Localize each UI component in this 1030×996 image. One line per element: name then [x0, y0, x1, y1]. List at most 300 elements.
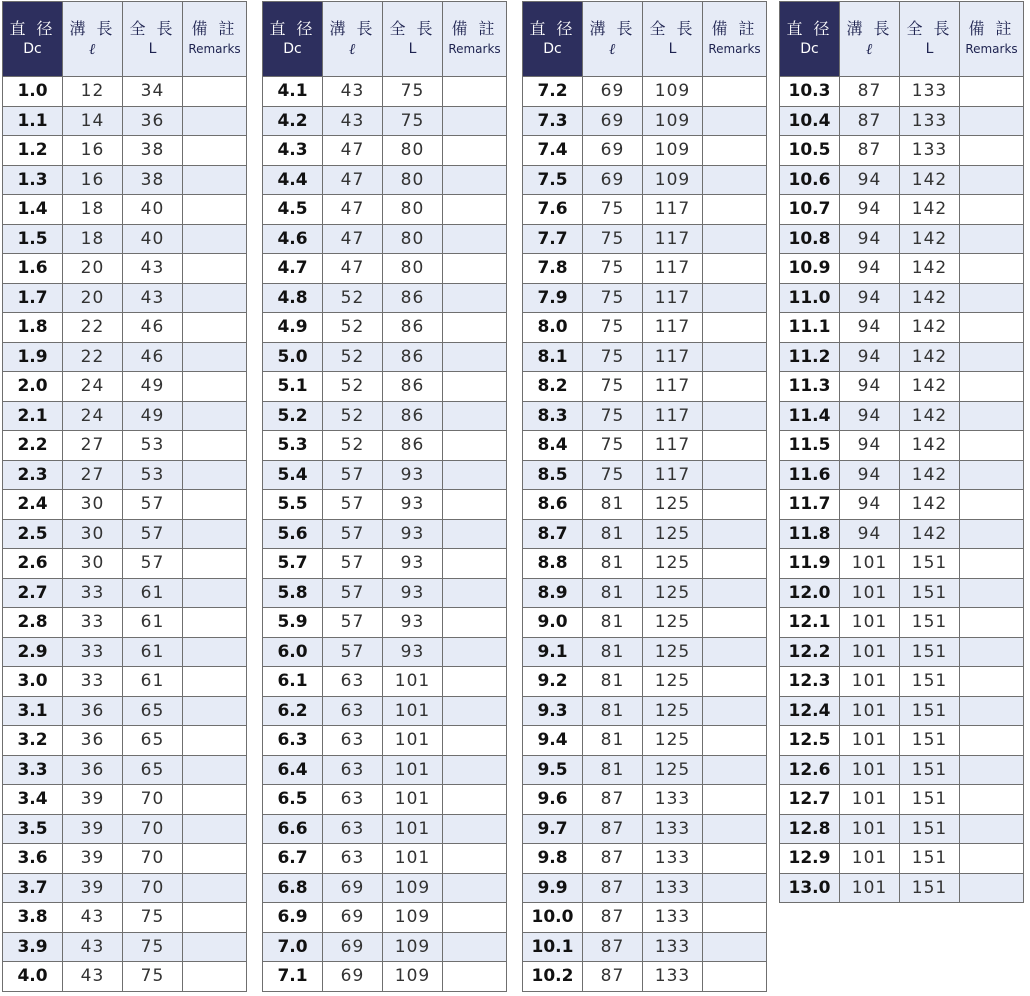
- overall-length-cell: 101: [383, 667, 443, 697]
- overall-length-cell: 109: [643, 106, 703, 136]
- table-row: [780, 785, 1024, 815]
- overall-length-cell: 86: [383, 372, 443, 402]
- flute-length-cell: 101: [840, 755, 900, 785]
- flute-length-cell: 57: [323, 519, 383, 549]
- overall-length-cell: 34: [123, 77, 183, 107]
- diameter-cell: 12.7: [780, 785, 840, 815]
- remarks-cell: [960, 844, 1024, 874]
- table-row: [3, 490, 247, 520]
- table-row: [3, 254, 247, 284]
- table-row: [780, 401, 1024, 431]
- overall-length-cell: 109: [383, 962, 443, 992]
- diameter-cell: 13.0: [780, 873, 840, 903]
- remarks-cell: [443, 283, 507, 313]
- table-row: [263, 785, 507, 815]
- remarks-cell: [703, 726, 767, 756]
- diameter-cell: 4.4: [263, 165, 323, 195]
- overall-length-cell: 86: [383, 342, 443, 372]
- flute-length-cell: 69: [583, 77, 643, 107]
- overall-length-cell: 61: [123, 667, 183, 697]
- flute-length-cell: 43: [63, 962, 123, 992]
- overall-length-cell: 109: [643, 77, 703, 107]
- table-row: [780, 254, 1024, 284]
- remarks-cell: [703, 549, 767, 579]
- diameter-cell: 1.1: [3, 106, 63, 136]
- overall-length-cell: 133: [900, 136, 960, 166]
- remarks-cell: [443, 254, 507, 284]
- remarks-cell: [443, 903, 507, 933]
- table-row: [780, 490, 1024, 520]
- flute-length-cell: 69: [583, 136, 643, 166]
- diameter-cell: 11.6: [780, 460, 840, 490]
- flute-length-cell: 43: [323, 77, 383, 107]
- flute-length-cell: 39: [63, 785, 123, 815]
- diameter-cell: 5.7: [263, 549, 323, 579]
- table-row: [263, 873, 507, 903]
- remarks-cell: [443, 490, 507, 520]
- remarks-cell: [960, 283, 1024, 313]
- flute-length-cell: 75: [583, 372, 643, 402]
- overall-length-cell: 125: [643, 726, 703, 756]
- diameter-cell: 9.7: [523, 814, 583, 844]
- header-diameter: [3, 2, 63, 77]
- diameter-cell: 7.0: [263, 932, 323, 962]
- table-row: [263, 401, 507, 431]
- flute-length-cell: 30: [63, 519, 123, 549]
- overall-length-cell: 133: [643, 932, 703, 962]
- diameter-cell: 4.3: [263, 136, 323, 166]
- header-overall-length-en: L: [408, 41, 417, 57]
- diameter-cell: 11.9: [780, 549, 840, 579]
- diameter-cell: 12.8: [780, 814, 840, 844]
- flute-length-cell: 52: [323, 401, 383, 431]
- table-row: [523, 283, 767, 313]
- overall-length-cell: 151: [900, 873, 960, 903]
- table-row: [3, 549, 247, 579]
- table-row: [263, 136, 507, 166]
- table-row: [3, 932, 247, 962]
- table-row: [523, 77, 767, 107]
- flute-length-cell: 22: [63, 342, 123, 372]
- overall-length-cell: 133: [643, 814, 703, 844]
- diameter-cell: 12.2: [780, 637, 840, 667]
- table-row: [523, 460, 767, 490]
- diameter-cell: 6.4: [263, 755, 323, 785]
- flute-length-cell: 63: [323, 785, 383, 815]
- diameter-cell: 8.9: [523, 578, 583, 608]
- flute-length-cell: 101: [840, 814, 900, 844]
- remarks-cell: [443, 77, 507, 107]
- remarks-cell: [960, 401, 1024, 431]
- table-row: [523, 755, 767, 785]
- flute-length-cell: 101: [840, 608, 900, 638]
- diameter-cell: 10.3: [780, 77, 840, 107]
- diameter-cell: 4.0: [3, 962, 63, 992]
- table-row: [780, 313, 1024, 343]
- diameter-cell: 8.0: [523, 313, 583, 343]
- overall-length-cell: 125: [643, 667, 703, 697]
- size-table-4: [779, 1, 1024, 903]
- table-row: [263, 195, 507, 225]
- overall-length-cell: 101: [383, 785, 443, 815]
- diameter-cell: 8.4: [523, 431, 583, 461]
- diameter-cell: 2.3: [3, 460, 63, 490]
- diameter-cell: 1.5: [3, 224, 63, 254]
- table-row: [3, 283, 247, 313]
- diameter-cell: 8.5: [523, 460, 583, 490]
- remarks-cell: [960, 195, 1024, 225]
- remarks-cell: [703, 667, 767, 697]
- overall-length-cell: 93: [383, 519, 443, 549]
- remarks-cell: [960, 254, 1024, 284]
- flute-length-cell: 33: [63, 608, 123, 638]
- flute-length-cell: 101: [840, 637, 900, 667]
- flute-length-cell: 63: [323, 726, 383, 756]
- header-flute-length-jp: 溝 長: [846, 19, 893, 38]
- overall-length-cell: 151: [900, 696, 960, 726]
- diameter-cell: 4.1: [263, 77, 323, 107]
- header-remarks-jp: 備 註: [451, 19, 498, 38]
- table-row: [523, 608, 767, 638]
- overall-length-cell: 93: [383, 608, 443, 638]
- diameter-cell: 4.8: [263, 283, 323, 313]
- table-row: [3, 519, 247, 549]
- diameter-cell: 9.3: [523, 696, 583, 726]
- flute-length-cell: 94: [840, 372, 900, 402]
- flute-length-cell: 36: [63, 755, 123, 785]
- header-overall-length-jp: 全 長: [129, 19, 176, 38]
- table-row: [263, 608, 507, 638]
- overall-length-cell: 142: [900, 460, 960, 490]
- table-row: [523, 962, 767, 992]
- table-row: [263, 932, 507, 962]
- remarks-cell: [703, 814, 767, 844]
- table-row: [523, 106, 767, 136]
- remarks-cell: [183, 903, 247, 933]
- remarks-cell: [703, 165, 767, 195]
- table-row: [263, 667, 507, 697]
- diameter-cell: 3.7: [3, 873, 63, 903]
- flute-length-cell: 69: [323, 873, 383, 903]
- flute-length-cell: 94: [840, 254, 900, 284]
- diameter-cell: 2.5: [3, 519, 63, 549]
- remarks-cell: [960, 490, 1024, 520]
- table-row: [780, 578, 1024, 608]
- table-row: [523, 165, 767, 195]
- flute-length-cell: 16: [63, 136, 123, 166]
- diameter-cell: 1.4: [3, 195, 63, 225]
- overall-length-cell: 117: [643, 283, 703, 313]
- table-row: [780, 814, 1024, 844]
- header-flute-length-en: ℓ: [609, 40, 616, 58]
- overall-length-cell: 133: [643, 873, 703, 903]
- diameter-cell: 10.0: [523, 903, 583, 933]
- size-table-3: [522, 1, 767, 992]
- diameter-cell: 5.3: [263, 431, 323, 461]
- remarks-cell: [183, 460, 247, 490]
- diameter-cell: 3.8: [3, 903, 63, 933]
- flute-length-cell: 52: [323, 283, 383, 313]
- flute-length-cell: 75: [583, 224, 643, 254]
- remarks-cell: [183, 106, 247, 136]
- table-row: [523, 844, 767, 874]
- remarks-cell: [183, 77, 247, 107]
- overall-length-cell: 125: [643, 519, 703, 549]
- header-overall-length-jp: 全 長: [389, 19, 436, 38]
- flute-length-cell: 22: [63, 313, 123, 343]
- overall-length-cell: 151: [900, 549, 960, 579]
- remarks-cell: [183, 755, 247, 785]
- table-row: [780, 136, 1024, 166]
- overall-length-cell: 151: [900, 726, 960, 756]
- diameter-cell: 6.1: [263, 667, 323, 697]
- header-diameter-jp: 直 径: [9, 19, 56, 38]
- table-row: [263, 490, 507, 520]
- diameter-cell: 8.6: [523, 490, 583, 520]
- flute-length-cell: 63: [323, 844, 383, 874]
- diameter-cell: 2.7: [3, 578, 63, 608]
- overall-length-cell: 109: [643, 165, 703, 195]
- table-row: [523, 136, 767, 166]
- overall-length-cell: 125: [643, 755, 703, 785]
- remarks-cell: [183, 519, 247, 549]
- flute-length-cell: 43: [63, 903, 123, 933]
- overall-length-cell: 109: [383, 903, 443, 933]
- overall-length-cell: 109: [643, 136, 703, 166]
- remarks-cell: [960, 785, 1024, 815]
- diameter-cell: 12.3: [780, 667, 840, 697]
- table-row: [780, 431, 1024, 461]
- table-row: [3, 873, 247, 903]
- diameter-cell: 10.8: [780, 224, 840, 254]
- flute-length-cell: 75: [583, 254, 643, 284]
- remarks-cell: [703, 372, 767, 402]
- table-row: [263, 77, 507, 107]
- diameter-cell: 11.5: [780, 431, 840, 461]
- diameter-cell: 7.3: [523, 106, 583, 136]
- flute-length-cell: 33: [63, 667, 123, 697]
- remarks-cell: [703, 195, 767, 225]
- diameter-cell: 1.9: [3, 342, 63, 372]
- remarks-cell: [183, 283, 247, 313]
- overall-length-cell: 125: [643, 578, 703, 608]
- flute-length-cell: 20: [63, 283, 123, 313]
- overall-length-cell: 46: [123, 313, 183, 343]
- flute-length-cell: 27: [63, 431, 123, 461]
- remarks-cell: [960, 755, 1024, 785]
- diameter-cell: 9.1: [523, 637, 583, 667]
- remarks-cell: [960, 637, 1024, 667]
- table-row: [780, 726, 1024, 756]
- remarks-cell: [443, 401, 507, 431]
- remarks-cell: [960, 549, 1024, 579]
- flute-length-cell: 81: [583, 637, 643, 667]
- header-overall-length-en: L: [148, 41, 157, 57]
- diameter-cell: 1.7: [3, 283, 63, 313]
- diameter-cell: 6.2: [263, 696, 323, 726]
- header-overall-length: [383, 2, 443, 77]
- header-remarks: [960, 2, 1024, 77]
- diameter-cell: 3.3: [3, 755, 63, 785]
- remarks-cell: [443, 755, 507, 785]
- overall-length-cell: 65: [123, 726, 183, 756]
- flute-length-cell: 81: [583, 755, 643, 785]
- header-overall-length: [123, 2, 183, 77]
- header-remarks-jp: 備 註: [191, 19, 238, 38]
- flute-length-cell: 18: [63, 195, 123, 225]
- remarks-cell: [703, 637, 767, 667]
- remarks-cell: [443, 696, 507, 726]
- diameter-cell: 7.5: [523, 165, 583, 195]
- flute-length-cell: 75: [583, 313, 643, 343]
- flute-length-cell: 75: [583, 283, 643, 313]
- header-overall-length-jp: 全 長: [906, 19, 953, 38]
- diameter-cell: 9.9: [523, 873, 583, 903]
- remarks-cell: [703, 254, 767, 284]
- table-row: [523, 903, 767, 933]
- diameter-cell: 4.6: [263, 224, 323, 254]
- remarks-cell: [443, 814, 507, 844]
- flute-length-cell: 94: [840, 431, 900, 461]
- remarks-cell: [183, 932, 247, 962]
- flute-length-cell: 57: [323, 460, 383, 490]
- table-row: [263, 313, 507, 343]
- flute-length-cell: 57: [323, 578, 383, 608]
- remarks-cell: [443, 519, 507, 549]
- flute-length-cell: 20: [63, 254, 123, 284]
- table-row: [3, 372, 247, 402]
- diameter-cell: 10.9: [780, 254, 840, 284]
- remarks-cell: [183, 814, 247, 844]
- flute-length-cell: 81: [583, 696, 643, 726]
- header-diameter-en: Dc: [23, 41, 42, 57]
- overall-length-cell: 86: [383, 283, 443, 313]
- header-overall-length-en: L: [925, 41, 934, 57]
- header-flute-length-en: ℓ: [349, 40, 356, 58]
- table-row: [263, 165, 507, 195]
- flute-length-cell: 63: [323, 696, 383, 726]
- flute-length-cell: 87: [840, 136, 900, 166]
- remarks-cell: [703, 903, 767, 933]
- flute-length-cell: 57: [323, 549, 383, 579]
- remarks-cell: [960, 224, 1024, 254]
- overall-length-cell: 117: [643, 224, 703, 254]
- remarks-cell: [443, 195, 507, 225]
- header-flute-length: [583, 2, 643, 77]
- overall-length-cell: 53: [123, 460, 183, 490]
- flute-length-cell: 47: [323, 136, 383, 166]
- header-diameter-en: Dc: [800, 41, 819, 57]
- overall-length-cell: 151: [900, 844, 960, 874]
- flute-length-cell: 63: [323, 667, 383, 697]
- diameter-cell: 3.6: [3, 844, 63, 874]
- diameter-cell: 5.0: [263, 342, 323, 372]
- table-row: [3, 401, 247, 431]
- remarks-cell: [703, 962, 767, 992]
- overall-length-cell: 93: [383, 549, 443, 579]
- header-flute-length: [840, 2, 900, 77]
- overall-length-cell: 40: [123, 195, 183, 225]
- table-row: [780, 283, 1024, 313]
- overall-length-cell: 57: [123, 490, 183, 520]
- table-row: [263, 283, 507, 313]
- table-row: [263, 372, 507, 402]
- overall-length-cell: 80: [383, 136, 443, 166]
- remarks-cell: [960, 165, 1024, 195]
- header-flute-length-jp: 溝 長: [69, 19, 116, 38]
- diameter-cell: 3.9: [3, 932, 63, 962]
- remarks-cell: [960, 814, 1024, 844]
- header-flute-length: [63, 2, 123, 77]
- table-row: [263, 903, 507, 933]
- diameter-cell: 12.1: [780, 608, 840, 638]
- remarks-cell: [183, 431, 247, 461]
- overall-length-cell: 133: [643, 903, 703, 933]
- diameter-cell: 1.3: [3, 165, 63, 195]
- remarks-cell: [183, 726, 247, 756]
- table-row: [263, 342, 507, 372]
- diameter-cell: 3.5: [3, 814, 63, 844]
- diameter-cell: 3.1: [3, 696, 63, 726]
- flute-length-cell: 75: [583, 195, 643, 225]
- overall-length-cell: 75: [383, 106, 443, 136]
- diameter-cell: 8.8: [523, 549, 583, 579]
- overall-length-cell: 65: [123, 755, 183, 785]
- remarks-cell: [703, 844, 767, 874]
- overall-length-cell: 142: [900, 283, 960, 313]
- remarks-cell: [443, 785, 507, 815]
- table-row: [523, 785, 767, 815]
- table-row: [3, 903, 247, 933]
- size-table-1: [2, 1, 247, 992]
- remarks-cell: [703, 283, 767, 313]
- table-row: [263, 696, 507, 726]
- overall-length-cell: 125: [643, 608, 703, 638]
- remarks-cell: [960, 578, 1024, 608]
- remarks-cell: [703, 136, 767, 166]
- table-row: [3, 814, 247, 844]
- table-row: [523, 696, 767, 726]
- diameter-cell: 3.0: [3, 667, 63, 697]
- diameter-cell: 10.6: [780, 165, 840, 195]
- remarks-cell: [960, 77, 1024, 107]
- flute-length-cell: 16: [63, 165, 123, 195]
- table-row: [3, 106, 247, 136]
- remarks-cell: [703, 873, 767, 903]
- table-row: [780, 549, 1024, 579]
- flute-length-cell: 33: [63, 578, 123, 608]
- header-row: [780, 2, 1024, 77]
- remarks-cell: [960, 106, 1024, 136]
- diameter-cell: 11.3: [780, 372, 840, 402]
- table-row: [3, 165, 247, 195]
- overall-length-cell: 133: [643, 785, 703, 815]
- header-overall-length-jp: 全 長: [649, 19, 696, 38]
- table-row: [3, 608, 247, 638]
- flute-length-cell: 47: [323, 254, 383, 284]
- flute-length-cell: 81: [583, 578, 643, 608]
- diameter-cell: 6.0: [263, 637, 323, 667]
- diameter-cell: 2.9: [3, 637, 63, 667]
- overall-length-cell: 80: [383, 254, 443, 284]
- table-row: [523, 372, 767, 402]
- overall-length-cell: 70: [123, 785, 183, 815]
- flute-length-cell: 47: [323, 195, 383, 225]
- remarks-cell: [703, 608, 767, 638]
- diameter-cell: 11.0: [780, 283, 840, 313]
- overall-length-cell: 142: [900, 195, 960, 225]
- flute-length-cell: 36: [63, 696, 123, 726]
